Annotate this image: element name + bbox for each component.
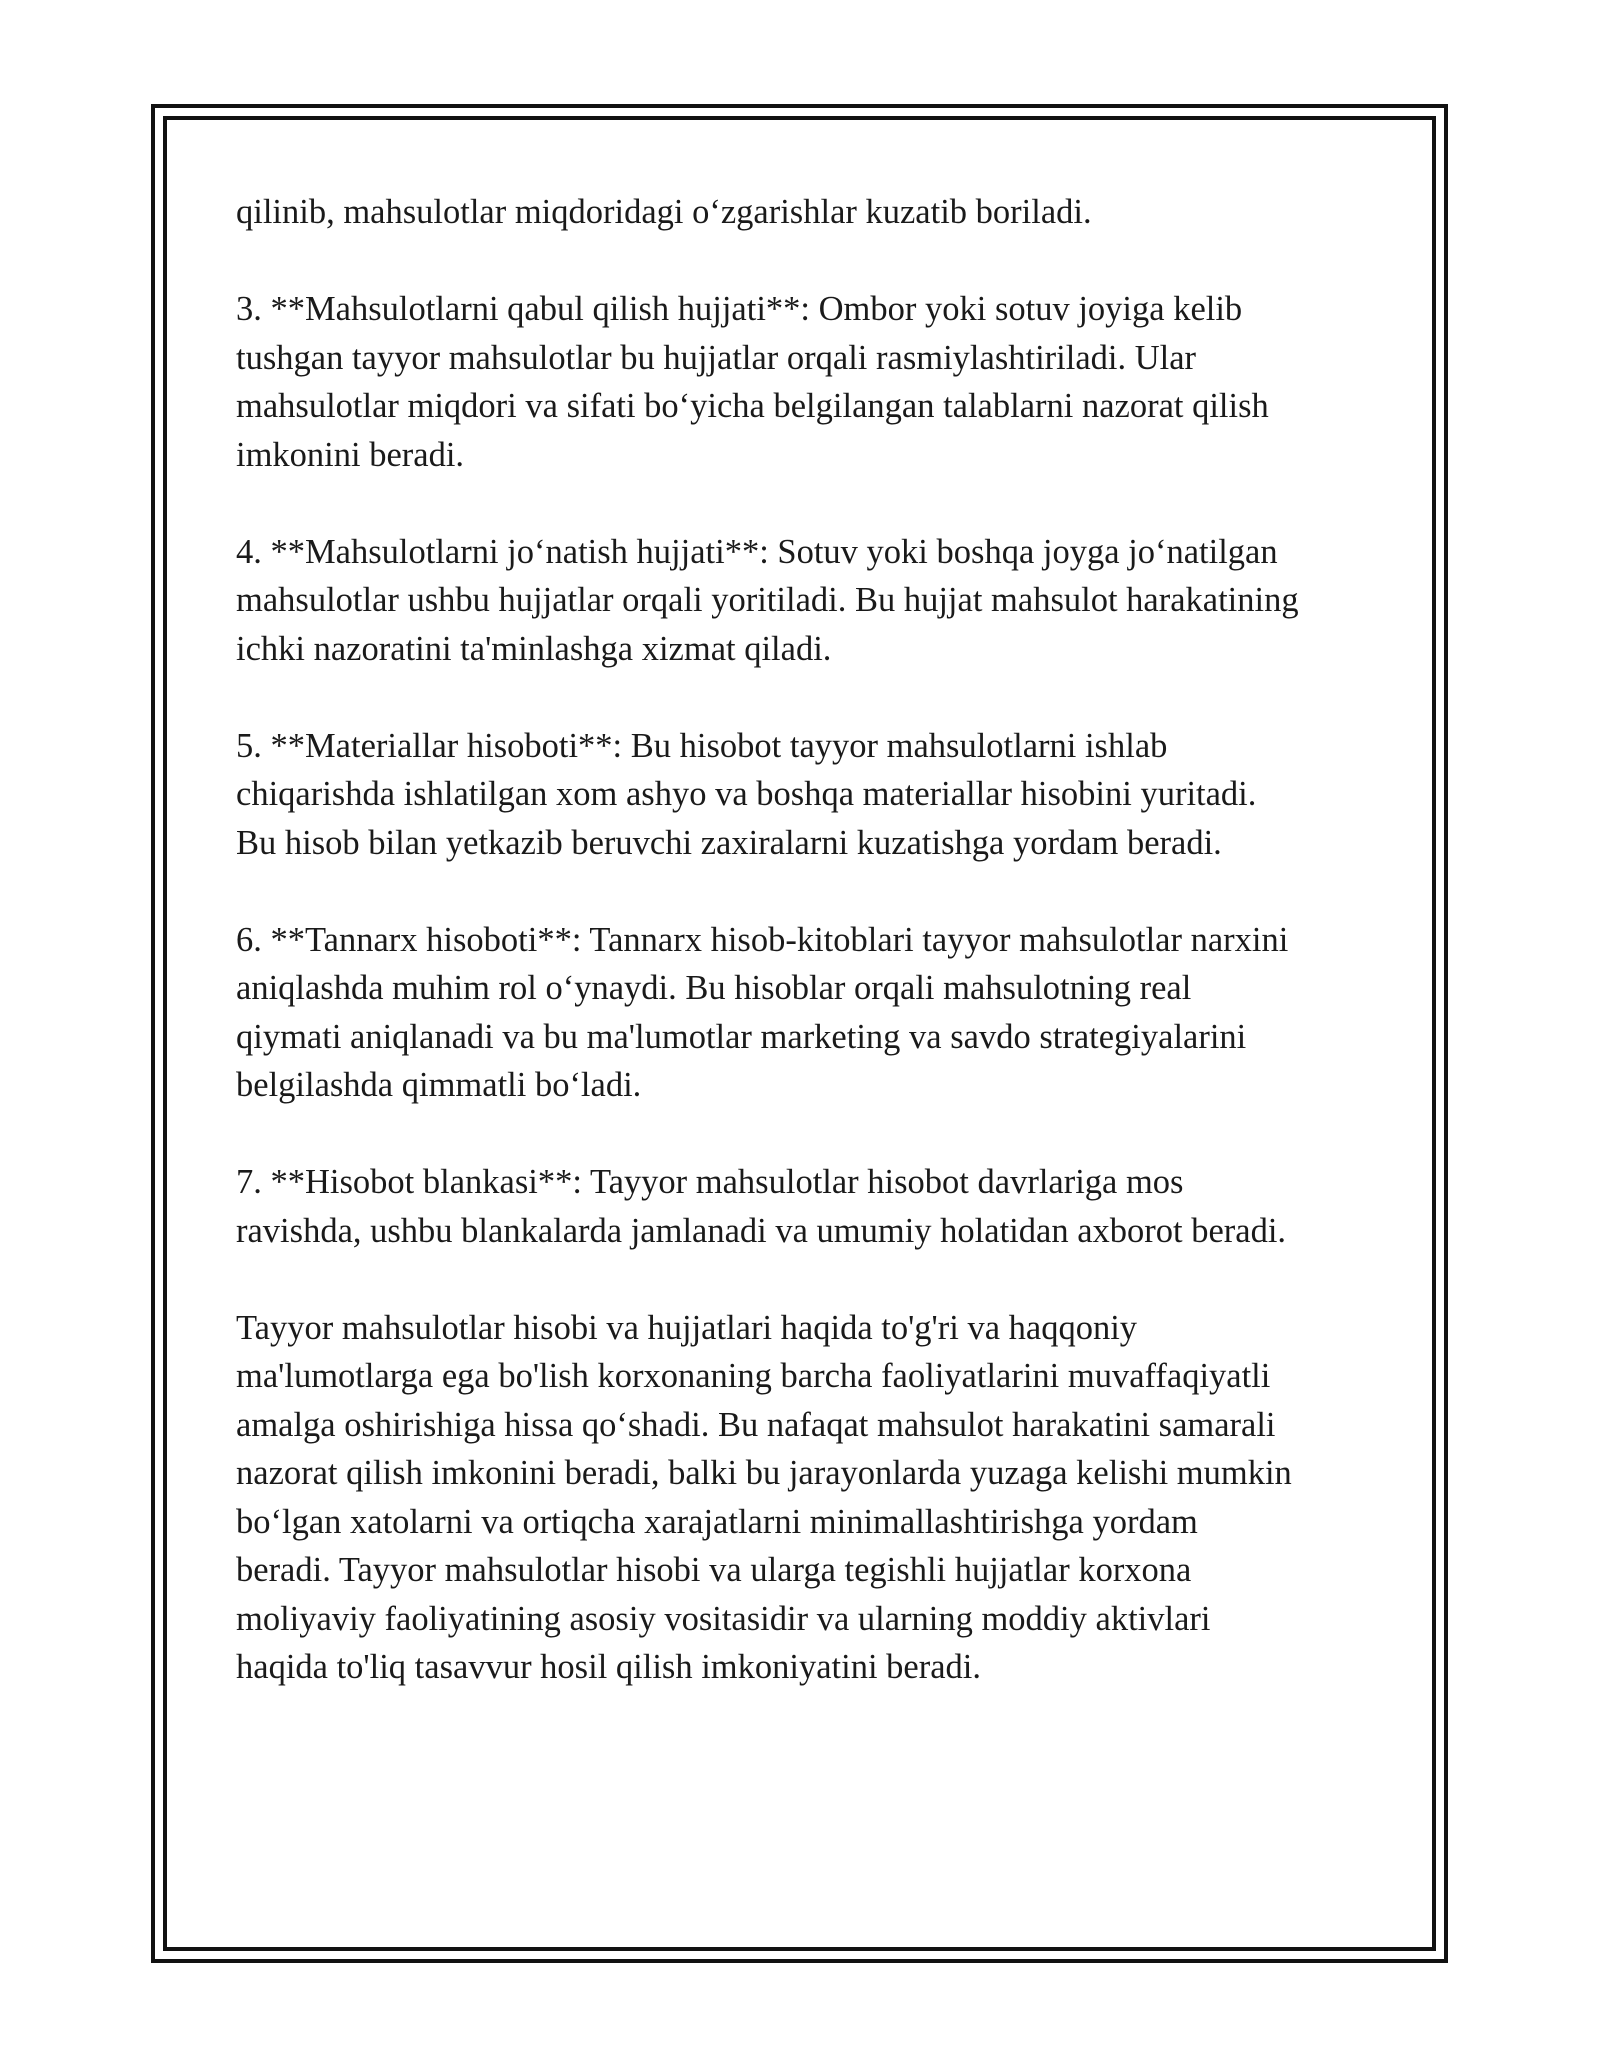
paragraph-item-5: 5. **Materiallar hisoboti**: Bu hisobot tayyor mahsulotlarni ishlab chiqarishda ishlatilgan xom ashyo va boshqa materiallar hisobini yuritadi. Bu hisob bilan yetkazib beruvchi zaxiralarni kuzatishga yordam beradi. xyxy=(236,726,1257,862)
paragraph-item-4: 4. **Mahsulotlarni joʻnatish hujjati**: Sotuv yoki boshqa joyga joʻnatilgan mahsulotlar ushbu hujjatlar orqali yoritiladi. Bu hujjat mahsulot harakatining ichki nazoratini ta'minlashga xizmat qiladi. xyxy=(236,532,1299,668)
paragraph-conclusion: Tayyor mahsulotlar hisobi va hujjatlari haqida to'g'ri va haqqoniy ma'lumotlarga ega bo'lish korxonaning barcha faoliyatlarini muvaffaqiyatli amalga oshirishiga hissa qoʻshadi. Bu nafaqat mahsulot harakatini samarali nazorat qilish imkonini beradi, balki bu jarayonlarda yuzaga kelishi mumkin boʻlgan xatolarni va ortiqcha xarajatlarni minimallashtirishga yordam beradi. Tayyor mahsulotlar hisobi va ularga tegishli hujjatlar korxona moliyaviy faoliyatining asosiy vositasidir va ularning moddiy aktivlari haqida to'liq tasavvur hosil qilish imkoniyatini beradi. xyxy=(236,1308,1292,1686)
paragraph-item-7: 7. **Hisobot blankasi**: Tayyor mahsulotlar hisobot davrlariga mos ravishda, ushbu blankalarda jamlanadi va umumiy holatidan axborot beradi. xyxy=(236,1163,1287,1250)
document-body xyxy=(236,188,1376,1740)
paragraph-item-3: 3. **Mahsulotlarni qabul qilish hujjati**: Ombor yoki sotuv joyiga kelib tushgan tayyor mahsulotlar bu hujjatlar orqali rasmiylashtiriladi. Ular mahsulotlar miqdori va sifati boʻyicha belgilangan talablarni nazorat qilish imkonini beradi. xyxy=(236,290,1269,474)
paragraph-continuation: qilinib, mahsulotlar miqdoridagi oʻzgarishlar kuzatib boriladi. xyxy=(236,193,1092,231)
paragraph-item-6: 6. **Tannarx hisoboti**: Tannarx hisob-kitoblari tayyor mahsulotlar narxini aniqlashda muhim rol oʻynaydi. Bu hisoblar orqali mahsulotning real qiymati aniqlanadi va bu ma'lumotlar marketing va savdo strategiyalarini belgilashda qimmatli boʻladi. xyxy=(236,920,1289,1104)
